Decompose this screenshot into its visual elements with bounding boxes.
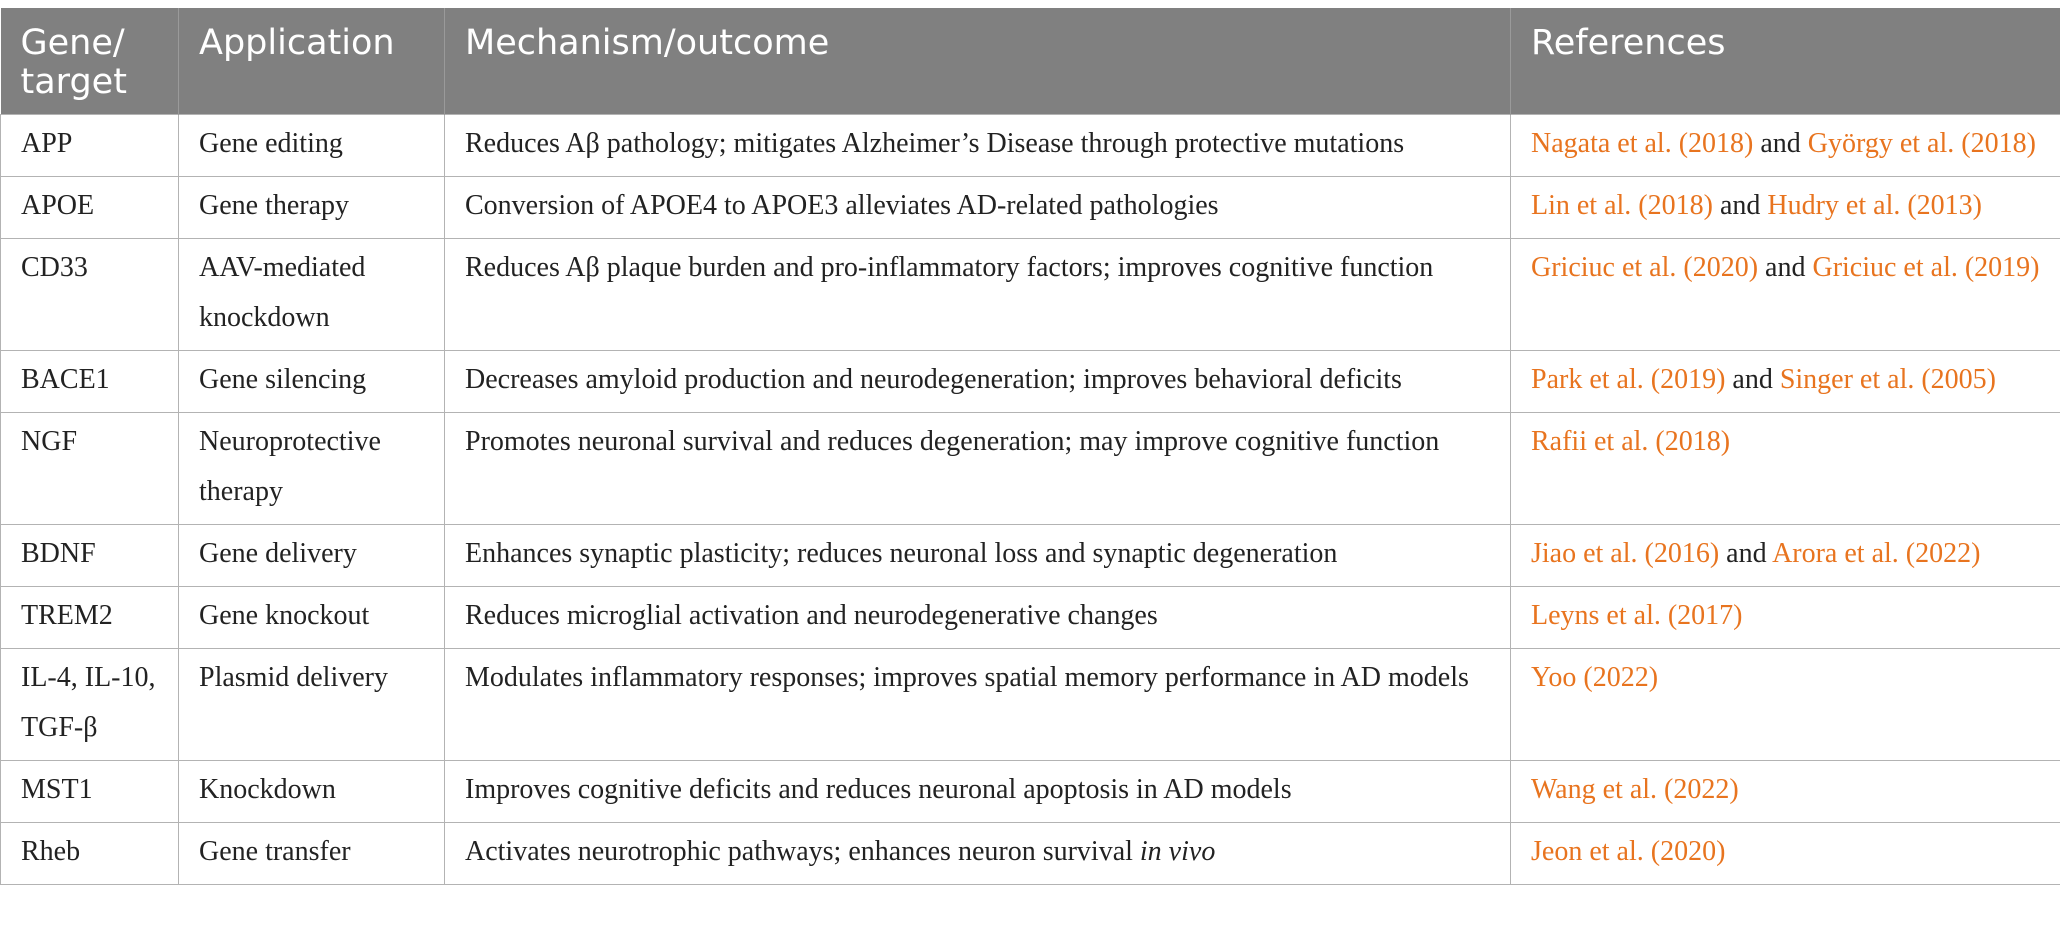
mechanism-text: Reduces microglial activation and neurodegenerative changes xyxy=(465,600,1158,631)
mechanism-text: Improves cognitive deficits and reduces neuronal apoptosis in AD models xyxy=(465,774,1292,805)
mechanism-cell xyxy=(445,239,1511,351)
header-references: References xyxy=(1511,8,2060,115)
reference-link[interactable]: Park et al. (2019) xyxy=(1531,364,1726,395)
reference-link[interactable]: Arora et al. (2022) xyxy=(1772,538,1981,569)
application-cell: Plasmid delivery xyxy=(179,649,445,761)
gene-cell: APP xyxy=(1,115,179,177)
mechanism-text: Promotes neuronal survival and reduces degeneration; may improve cognitive function xyxy=(465,426,1440,457)
references-cell xyxy=(1511,351,2060,413)
table-row xyxy=(1,823,2060,885)
reference-link[interactable]: Nagata et al. (2018) xyxy=(1531,128,1754,159)
mechanism-cell xyxy=(445,413,1511,525)
header-mechanism-outcome: Mechanism/outcome xyxy=(445,8,1511,115)
mechanism-text: Reduces Aβ pathology; mitigates Alzheimer’s Disease through protective mutations xyxy=(465,128,1405,159)
application-cell: Gene delivery xyxy=(179,525,445,587)
mechanism-cell xyxy=(445,761,1511,823)
reference-conjunction: and xyxy=(1719,538,1773,569)
mechanism-text: Enhances synaptic plasticity; reduces neuronal loss and synaptic degeneration xyxy=(465,538,1338,569)
table-row xyxy=(1,177,2060,239)
reference-link[interactable]: Lin et al. (2018) xyxy=(1531,190,1713,221)
gene-cell: APOE xyxy=(1,177,179,239)
gene-therapy-table xyxy=(0,8,2060,885)
reference-conjunction: and xyxy=(1753,128,1808,159)
table-header xyxy=(1,8,2060,115)
application-cell: Neuroprotective therapy xyxy=(179,413,445,525)
reference-link[interactable]: Rafii et al. (2018) xyxy=(1531,426,1731,457)
references-cell xyxy=(1511,649,2060,761)
reference-link[interactable]: Yoo (2022) xyxy=(1531,662,1659,693)
table-row xyxy=(1,649,2060,761)
table-row xyxy=(1,525,2060,587)
references-cell xyxy=(1511,239,2060,351)
application-cell: Gene silencing xyxy=(179,351,445,413)
mechanism-cell xyxy=(445,823,1511,885)
gene-cell: BDNF xyxy=(1,525,179,587)
mechanism-text: Activates neurotrophic pathways; enhances neuron survival xyxy=(465,836,1140,867)
header-row xyxy=(1,8,2060,115)
mechanism-text: Reduces Aβ plaque burden and pro-inflammatory factors; improves cognitive function xyxy=(465,252,1434,283)
mechanism-text: Modulates inflammatory responses; improves spatial memory performance in AD models xyxy=(465,662,1469,693)
gene-cell: IL-4, IL-10, TGF-β xyxy=(1,649,179,761)
table-row xyxy=(1,761,2060,823)
reference-link[interactable]: Leyns et al. (2017) xyxy=(1531,600,1743,631)
table-row xyxy=(1,413,2060,525)
reference-conjunction: and xyxy=(1725,364,1780,395)
mechanism-cell xyxy=(445,177,1511,239)
table-row xyxy=(1,115,2060,177)
reference-link[interactable]: György et al. (2018) xyxy=(1807,128,2036,159)
application-cell: AAV-mediated knockdown xyxy=(179,239,445,351)
gene-cell: NGF xyxy=(1,413,179,525)
mechanism-cell xyxy=(445,351,1511,413)
application-cell: Gene transfer xyxy=(179,823,445,885)
references-cell xyxy=(1511,525,2060,587)
mechanism-text: Decreases amyloid production and neurodegeneration; improves behavioral deficits xyxy=(465,364,1402,395)
gene-cell: CD33 xyxy=(1,239,179,351)
table-row xyxy=(1,587,2060,649)
mechanism-cell xyxy=(445,115,1511,177)
references-cell xyxy=(1511,761,2060,823)
references-cell xyxy=(1511,413,2060,525)
application-cell: Gene editing xyxy=(179,115,445,177)
reference-link[interactable]: Hudry et al. (2013) xyxy=(1767,190,1982,221)
gene-cell: MST1 xyxy=(1,761,179,823)
header-gene-target: Gene/ target xyxy=(1,8,179,115)
mechanism-italic-text: in vivo xyxy=(1139,836,1216,867)
mechanism-cell xyxy=(445,525,1511,587)
table-row xyxy=(1,351,2060,413)
references-cell xyxy=(1511,823,2060,885)
table-row xyxy=(1,239,2060,351)
mechanism-cell xyxy=(445,587,1511,649)
reference-link[interactable]: Wang et al. (2022) xyxy=(1531,774,1739,805)
references-cell xyxy=(1511,587,2060,649)
gene-cell: BACE1 xyxy=(1,351,179,413)
reference-conjunction: and xyxy=(1712,190,1768,221)
reference-link[interactable]: Griciuc et al. (2019) xyxy=(1812,252,2040,283)
reference-link[interactable]: Singer et al. (2005) xyxy=(1779,364,1996,395)
reference-link[interactable]: Jiao et al. (2016) xyxy=(1531,538,1720,569)
gene-cell: TREM2 xyxy=(1,587,179,649)
references-cell xyxy=(1511,115,2060,177)
gene-cell: Rheb xyxy=(1,823,179,885)
reference-conjunction: and xyxy=(1758,252,1813,283)
references-cell xyxy=(1511,177,2060,239)
reference-link[interactable]: Jeon et al. (2020) xyxy=(1531,836,1726,867)
header-application: Application xyxy=(179,8,445,115)
table-body xyxy=(1,115,2060,885)
reference-link[interactable]: Griciuc et al. (2020) xyxy=(1531,252,1759,283)
application-cell: Gene therapy xyxy=(179,177,445,239)
application-cell: Gene knockout xyxy=(179,587,445,649)
application-cell: Knockdown xyxy=(179,761,445,823)
mechanism-cell xyxy=(445,649,1511,761)
mechanism-text: Conversion of APOE4 to APOE3 alleviates AD-related pathologies xyxy=(465,190,1219,221)
